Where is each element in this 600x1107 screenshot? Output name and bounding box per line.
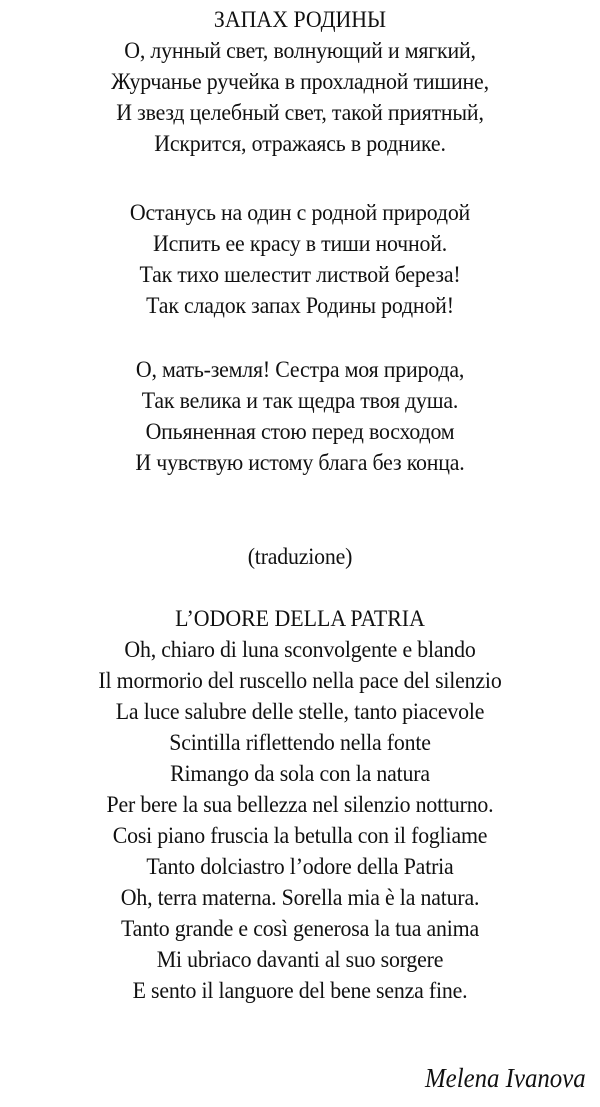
poem-line: Il mormorio del ruscello nella pace del silenzio	[98, 668, 502, 694]
poem-line: Опьяненная стою перед восходом	[145, 419, 455, 445]
russian-poem-stanza-3	[0, 355, 600, 479]
poem-line: Mi ubriaco davanti al suo sorgere	[156, 947, 444, 973]
poem-line: Так велика и так щедра твоя душа.	[141, 388, 459, 414]
poem-line: Cosi piano fruscia la betulla con il fogliame	[112, 823, 488, 849]
translation-note: (traduzione)	[247, 544, 353, 570]
poem-line: Per bere la sua bellezza nel silenzio notturno.	[106, 792, 494, 818]
poem-line: И звезд целебный свет, такой приятный,	[116, 100, 484, 126]
russian-poem-stanza-1	[0, 5, 600, 160]
poem-line: Испить ее красу в тиши ночной.	[152, 231, 448, 257]
poem-line: Журчанье ручейка в прохладной тишине,	[111, 69, 489, 95]
poem-line: Так тихо шелестит листвой береза!	[139, 262, 461, 288]
poem-line: Tanto grande e così generosa la tua anima	[121, 916, 479, 942]
poem-line: Искрится, отражаясь в роднике.	[154, 131, 446, 157]
poem-line: Scintilla riflettendo nella fonte	[169, 730, 431, 756]
poem-line: Oh, chiaro di luna sconvolgente e blando	[124, 637, 476, 663]
author-signature: Melena Ivanova	[425, 1063, 586, 1093]
poem-line: Rimango da sola con la natura	[170, 761, 430, 787]
poem-line: Tanto dolciastro l’odore della Patria	[146, 854, 454, 880]
russian-poem-stanza-2	[0, 198, 600, 322]
poem-line: La luce salubre delle stelle, tanto piacevole	[115, 699, 485, 725]
italian-poem	[0, 604, 600, 1007]
poem-line: Так сладок запах Родины родной!	[146, 293, 454, 319]
poem-line: И чувствую истому блага без конца.	[135, 450, 465, 476]
italian-poem-title: L’ODORE DELLA PATRIA	[175, 606, 425, 632]
russian-poem-title: ЗАПАХ РОДИНЫ	[213, 7, 387, 33]
poem-line: О, лунный свет, волнующий и мягкий,	[124, 38, 476, 64]
translation-note-block	[0, 542, 600, 573]
poem-line: E sento il languore del bene senza fine.	[132, 978, 468, 1004]
poem-line: Oh, terra materna. Sorella mia è la natura.	[120, 885, 480, 911]
poem-line: Останусь на один с родной природой	[129, 200, 471, 226]
poem-line: О, мать-земля! Сестра моя природа,	[135, 357, 465, 383]
